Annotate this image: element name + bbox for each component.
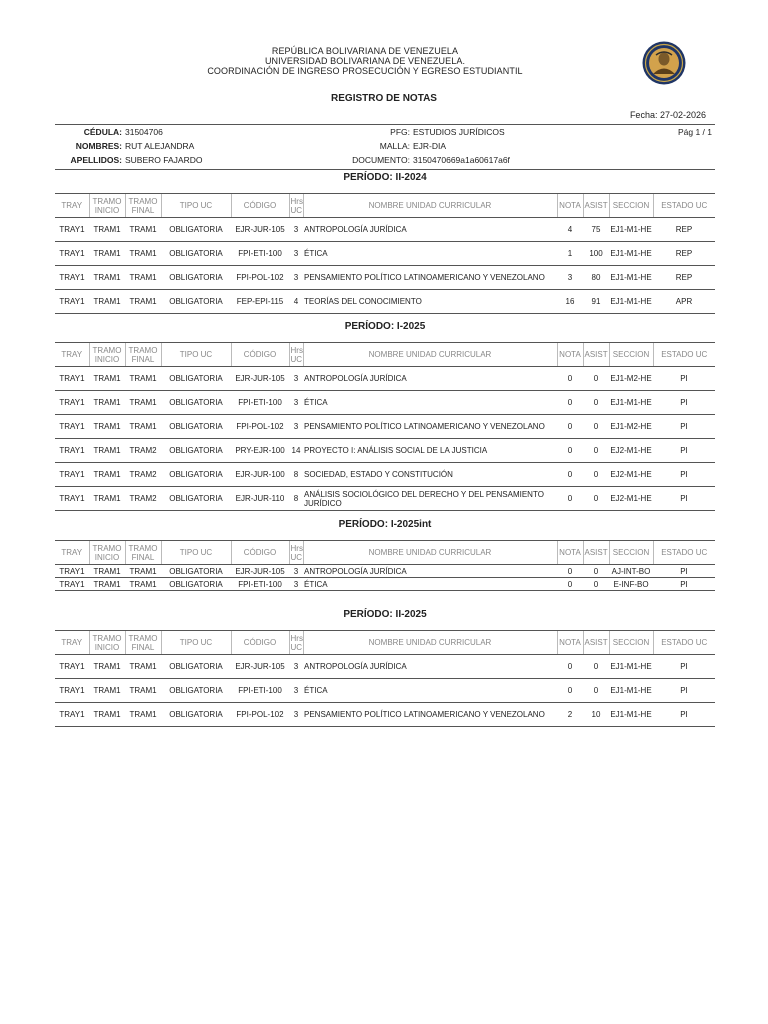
cell-estado-uc: PI <box>653 703 715 727</box>
cell-nota: 0 <box>557 655 583 679</box>
document-date: Fecha: 27-02-2026 <box>629 110 706 120</box>
column-header-hrs-uc: Hrs UC <box>289 343 303 367</box>
cell-tray: TRAY1 <box>55 578 89 591</box>
cell-estado-uc: PI <box>653 391 715 415</box>
cell-tray: TRAY1 <box>55 703 89 727</box>
page-number: Pág 1 / 1 <box>677 127 712 137</box>
cell-nota: 0 <box>557 415 583 439</box>
cell-nombre-uc: ÉTICA <box>303 578 557 591</box>
column-header-codigo: CÓDIGO <box>231 343 289 367</box>
cell-tipo-uc: OBLIGATORIA <box>161 578 231 591</box>
column-header-nota: NOTA <box>557 343 583 367</box>
cell-codigo: FPI-ETI-100 <box>231 242 289 266</box>
column-header-asist: ASIST <box>583 343 609 367</box>
cell-seccion: EJ1-M2-HE <box>609 367 653 391</box>
cell-asist: 91 <box>583 290 609 314</box>
cell-tray: TRAY1 <box>55 679 89 703</box>
cell-nota: 0 <box>557 391 583 415</box>
column-header-nota: NOTA <box>557 631 583 655</box>
cell-tramo-final: TRAM2 <box>125 463 161 487</box>
cell-tramo-final: TRAM1 <box>125 679 161 703</box>
cell-asist: 10 <box>583 703 609 727</box>
cell-asist: 0 <box>583 391 609 415</box>
cell-nota: 0 <box>557 578 583 591</box>
cell-tramo-inicio: TRAM1 <box>89 655 125 679</box>
cell-codigo: PRY-EJR-100 <box>231 439 289 463</box>
table-row <box>55 391 715 415</box>
cell-hrs-uc: 3 <box>289 679 303 703</box>
cell-asist: 0 <box>583 565 609 578</box>
cell-nota: 1 <box>557 242 583 266</box>
cell-codigo: EJR-JUR-105 <box>231 218 289 242</box>
column-header-hrs-uc: Hrs UC <box>289 541 303 565</box>
cell-codigo: FPI-ETI-100 <box>231 391 289 415</box>
cell-codigo: FEP-EPI-115 <box>231 290 289 314</box>
header-line-1: REPÚBLICA BOLIVARIANA DE VENEZUELA <box>271 46 459 56</box>
column-header-codigo: CÓDIGO <box>231 194 289 218</box>
cell-estado-uc: REP <box>653 242 715 266</box>
table-row <box>55 242 715 266</box>
column-header-tipo-uc: TIPO UC <box>161 194 231 218</box>
column-header-estado-uc: ESTADO UC <box>653 343 715 367</box>
column-header-estado-uc: ESTADO UC <box>653 194 715 218</box>
cell-nombre-uc: ÉTICA <box>303 679 557 703</box>
table-row <box>55 218 715 242</box>
column-header-tramo-inicio: TRAMO INICIO <box>89 631 125 655</box>
cell-hrs-uc: 3 <box>289 391 303 415</box>
cell-codigo: EJR-JUR-105 <box>231 367 289 391</box>
cell-seccion: EJ2-M1-HE <box>609 487 653 511</box>
malla-value: EJR-DIA <box>413 141 447 151</box>
cell-codigo: FPI-ETI-100 <box>231 578 289 591</box>
cell-asist: 100 <box>583 242 609 266</box>
cell-tray: TRAY1 <box>55 391 89 415</box>
table-header-row <box>55 343 715 367</box>
pfg-value: ESTUDIOS JURÍDICOS <box>413 127 505 137</box>
cedula-label: CÉDULA: <box>83 127 122 137</box>
cell-nombre-uc: ÉTICA <box>303 391 557 415</box>
cell-tipo-uc: OBLIGATORIA <box>161 242 231 266</box>
cell-seccion: EJ1-M1-HE <box>609 391 653 415</box>
header-line-2: UNIVERSIDAD BOLIVARIANA DE VENEZUELA. <box>264 56 466 66</box>
cell-tray: TRAY1 <box>55 565 89 578</box>
table-header-row <box>55 541 715 565</box>
cell-seccion: E-INF-BO <box>609 578 653 591</box>
cell-tramo-inicio: TRAM1 <box>89 679 125 703</box>
cell-tray: TRAY1 <box>55 367 89 391</box>
cell-estado-uc: PI <box>653 487 715 511</box>
cell-hrs-uc: 8 <box>289 487 303 511</box>
column-header-tramo-inicio: TRAMO INICIO <box>89 343 125 367</box>
cell-hrs-uc: 14 <box>289 439 303 463</box>
column-header-tramo-inicio: TRAMO INICIO <box>89 194 125 218</box>
cell-tramo-final: TRAM1 <box>125 703 161 727</box>
cell-codigo: FPI-POL-102 <box>231 415 289 439</box>
cedula-value: 31504706 <box>125 127 163 137</box>
cell-nombre-uc: ANTROPOLOGÍA JURÍDICA <box>303 218 557 242</box>
cell-tray: TRAY1 <box>55 463 89 487</box>
document-title: REGISTRO DE NOTAS <box>331 93 437 104</box>
cell-estado-uc: PI <box>653 655 715 679</box>
cell-tramo-inicio: TRAM1 <box>89 565 125 578</box>
cell-asist: 0 <box>583 415 609 439</box>
cell-estado-uc: PI <box>653 415 715 439</box>
cell-estado-uc: PI <box>653 439 715 463</box>
cell-tipo-uc: OBLIGATORIA <box>161 703 231 727</box>
cell-tipo-uc: OBLIGATORIA <box>161 487 231 511</box>
cell-tipo-uc: OBLIGATORIA <box>161 463 231 487</box>
cell-tray: TRAY1 <box>55 415 89 439</box>
cell-tipo-uc: OBLIGATORIA <box>161 679 231 703</box>
column-header-codigo: CÓDIGO <box>231 631 289 655</box>
cell-codigo: FPI-POL-102 <box>231 266 289 290</box>
cell-tramo-final: TRAM2 <box>125 487 161 511</box>
cell-codigo: FPI-ETI-100 <box>231 679 289 703</box>
cell-asist: 75 <box>583 218 609 242</box>
column-header-tramo-final: TRAMO FINAL <box>125 194 161 218</box>
column-header-asist: ASIST <box>583 194 609 218</box>
table-row <box>55 565 715 578</box>
cell-tramo-final: TRAM1 <box>125 565 161 578</box>
cell-tramo-inicio: TRAM1 <box>89 218 125 242</box>
cell-tramo-inicio: TRAM1 <box>89 487 125 511</box>
column-header-nota: NOTA <box>557 194 583 218</box>
column-header-hrs-uc: Hrs UC <box>289 194 303 218</box>
cell-tramo-inicio: TRAM1 <box>89 290 125 314</box>
header-line-3: COORDINACIÓN DE INGRESO PROSECUCIÓN Y EGRESO ESTUDIANTIL <box>207 66 523 76</box>
cell-tipo-uc: OBLIGATORIA <box>161 565 231 578</box>
column-header-tramo-final: TRAMO FINAL <box>125 631 161 655</box>
cell-tramo-final: TRAM1 <box>125 415 161 439</box>
cell-asist: 0 <box>583 578 609 591</box>
column-header-tipo-uc: TIPO UC <box>161 631 231 655</box>
cell-asist: 0 <box>583 439 609 463</box>
cell-tray: TRAY1 <box>55 242 89 266</box>
cell-nombre-uc: ANTROPOLOGÍA JURÍDICA <box>303 367 557 391</box>
column-header-nota: NOTA <box>557 541 583 565</box>
column-header-seccion: SECCION <box>609 343 653 367</box>
cell-codigo: EJR-JUR-105 <box>231 655 289 679</box>
cell-nota: 0 <box>557 367 583 391</box>
column-header-tipo-uc: TIPO UC <box>161 541 231 565</box>
cell-tramo-final: TRAM2 <box>125 439 161 463</box>
cell-seccion: EJ1-M1-HE <box>609 703 653 727</box>
column-header-nombre-uc: NOMBRE UNIDAD CURRICULAR <box>303 343 557 367</box>
table-row <box>55 578 715 591</box>
cell-tramo-inicio: TRAM1 <box>89 439 125 463</box>
table-row <box>55 463 715 487</box>
table-row <box>55 679 715 703</box>
cell-tramo-final: TRAM1 <box>125 578 161 591</box>
cell-seccion: EJ1-M1-HE <box>609 266 653 290</box>
column-header-tramo-inicio: TRAMO INICIO <box>89 541 125 565</box>
table-row <box>55 415 715 439</box>
cell-hrs-uc: 3 <box>289 242 303 266</box>
cell-tramo-final: TRAM1 <box>125 367 161 391</box>
cell-tramo-final: TRAM1 <box>125 242 161 266</box>
cell-tipo-uc: OBLIGATORIA <box>161 415 231 439</box>
cell-tramo-final: TRAM1 <box>125 218 161 242</box>
nombres-value: RUT ALEJANDRA <box>125 141 195 151</box>
cell-tray: TRAY1 <box>55 218 89 242</box>
cell-hrs-uc: 3 <box>289 565 303 578</box>
column-header-hrs-uc: Hrs UC <box>289 631 303 655</box>
grades-table <box>55 342 715 511</box>
cell-nota: 16 <box>557 290 583 314</box>
cell-tipo-uc: OBLIGATORIA <box>161 391 231 415</box>
cell-hrs-uc: 3 <box>289 266 303 290</box>
cell-estado-uc: PI <box>653 679 715 703</box>
grades-table <box>55 193 715 314</box>
cell-nombre-uc: ANÁLISIS SOCIOLÓGICO DEL DERECHO Y DEL PENSAMIENTO JURÍDICO <box>303 487 557 511</box>
column-header-seccion: SECCION <box>609 631 653 655</box>
table-row <box>55 487 715 511</box>
column-header-tray: TRAY <box>55 194 89 218</box>
cell-asist: 0 <box>583 655 609 679</box>
cell-estado-uc: PI <box>653 463 715 487</box>
cell-hrs-uc: 3 <box>289 415 303 439</box>
cell-nombre-uc: ÉTICA <box>303 242 557 266</box>
cell-hrs-uc: 3 <box>289 367 303 391</box>
column-header-asist: ASIST <box>583 631 609 655</box>
cell-seccion: EJ1-M1-HE <box>609 655 653 679</box>
cell-tramo-inicio: TRAM1 <box>89 463 125 487</box>
cell-seccion: EJ2-M1-HE <box>609 463 653 487</box>
cell-nombre-uc: PROYECTO I: ANÁLISIS SOCIAL DE LA JUSTICIA <box>303 439 557 463</box>
malla-label: MALLA: <box>379 141 410 151</box>
cell-seccion: EJ1-M1-HE <box>609 242 653 266</box>
cell-tramo-inicio: TRAM1 <box>89 242 125 266</box>
cell-tramo-inicio: TRAM1 <box>89 415 125 439</box>
cell-seccion: EJ2-M1-HE <box>609 439 653 463</box>
table-row <box>55 367 715 391</box>
apellidos-value: SUBERO FAJARDO <box>125 155 203 165</box>
cell-tramo-inicio: TRAM1 <box>89 266 125 290</box>
period-title: PERÍODO: I-2025 <box>344 321 426 332</box>
column-header-codigo: CÓDIGO <box>231 541 289 565</box>
column-header-tramo-final: TRAMO FINAL <box>125 343 161 367</box>
cell-tipo-uc: OBLIGATORIA <box>161 266 231 290</box>
cell-tray: TRAY1 <box>55 487 89 511</box>
table-header-row <box>55 194 715 218</box>
cell-tray: TRAY1 <box>55 439 89 463</box>
cell-tipo-uc: OBLIGATORIA <box>161 439 231 463</box>
column-header-asist: ASIST <box>583 541 609 565</box>
cell-hrs-uc: 8 <box>289 463 303 487</box>
cell-asist: 0 <box>583 679 609 703</box>
column-header-nombre-uc: NOMBRE UNIDAD CURRICULAR <box>303 631 557 655</box>
cell-tray: TRAY1 <box>55 290 89 314</box>
table-row <box>55 290 715 314</box>
cell-tipo-uc: OBLIGATORIA <box>161 218 231 242</box>
grades-table <box>55 630 715 727</box>
cell-seccion: AJ-INT-BO <box>609 565 653 578</box>
cell-tramo-final: TRAM1 <box>125 655 161 679</box>
column-header-tramo-final: TRAMO FINAL <box>125 541 161 565</box>
cell-hrs-uc: 3 <box>289 218 303 242</box>
cell-nombre-uc: PENSAMIENTO POLÍTICO LATINOAMERICANO Y VENEZOLANO <box>303 703 557 727</box>
cell-hrs-uc: 3 <box>289 703 303 727</box>
cell-seccion: EJ1-M1-HE <box>609 679 653 703</box>
cell-estado-uc: PI <box>653 565 715 578</box>
cell-codigo: EJR-JUR-110 <box>231 487 289 511</box>
table-row <box>55 439 715 463</box>
cell-nota: 2 <box>557 703 583 727</box>
cell-codigo: EJR-JUR-105 <box>231 565 289 578</box>
cell-estado-uc: REP <box>653 266 715 290</box>
cell-codigo: EJR-JUR-100 <box>231 463 289 487</box>
cell-tramo-inicio: TRAM1 <box>89 391 125 415</box>
cell-nombre-uc: ANTROPOLOGÍA JURÍDICA <box>303 565 557 578</box>
cell-tipo-uc: OBLIGATORIA <box>161 367 231 391</box>
cell-nota: 4 <box>557 218 583 242</box>
cell-hrs-uc: 4 <box>289 290 303 314</box>
cell-hrs-uc: 3 <box>289 578 303 591</box>
cell-estado-uc: PI <box>653 367 715 391</box>
cell-tramo-final: TRAM1 <box>125 266 161 290</box>
column-header-tipo-uc: TIPO UC <box>161 343 231 367</box>
cell-tramo-inicio: TRAM1 <box>89 703 125 727</box>
cell-tipo-uc: OBLIGATORIA <box>161 290 231 314</box>
apellidos-label: APELLIDOS: <box>70 155 122 165</box>
cell-tramo-final: TRAM1 <box>125 290 161 314</box>
cell-asist: 0 <box>583 487 609 511</box>
column-header-seccion: SECCION <box>609 194 653 218</box>
table-row <box>55 703 715 727</box>
table-row <box>55 266 715 290</box>
column-header-estado-uc: ESTADO UC <box>653 631 715 655</box>
column-header-seccion: SECCION <box>609 541 653 565</box>
pfg-label: PFG: <box>390 127 410 137</box>
period-title: PERÍODO: II-2025 <box>343 609 427 620</box>
cell-nombre-uc: SOCIEDAD, ESTADO Y CONSTITUCIÓN <box>303 463 557 487</box>
cell-tray: TRAY1 <box>55 266 89 290</box>
column-header-nombre-uc: NOMBRE UNIDAD CURRICULAR <box>303 541 557 565</box>
documento-value: 3150470669a1a60617a6f <box>413 155 510 165</box>
cell-nota: 0 <box>557 463 583 487</box>
cell-nombre-uc: PENSAMIENTO POLÍTICO LATINOAMERICANO Y VENEZOLANO <box>303 266 557 290</box>
cell-seccion: EJ1-M1-HE <box>609 290 653 314</box>
cell-nota: 0 <box>557 439 583 463</box>
cell-nota: 0 <box>557 679 583 703</box>
cell-asist: 0 <box>583 463 609 487</box>
column-header-tray: TRAY <box>55 631 89 655</box>
cell-nota: 3 <box>557 266 583 290</box>
institution-header <box>140 46 590 76</box>
cell-seccion: EJ1-M2-HE <box>609 415 653 439</box>
cell-nombre-uc: TEORÍAS DEL CONOCIMIENTO <box>303 290 557 314</box>
cell-asist: 80 <box>583 266 609 290</box>
cell-nota: 0 <box>557 487 583 511</box>
cell-asist: 0 <box>583 367 609 391</box>
cell-tramo-final: TRAM1 <box>125 391 161 415</box>
grades-table <box>55 540 715 591</box>
cell-tramo-inicio: TRAM1 <box>89 367 125 391</box>
university-seal-icon <box>642 41 686 85</box>
cell-tipo-uc: OBLIGATORIA <box>161 655 231 679</box>
cell-estado-uc: PI <box>653 578 715 591</box>
cell-nombre-uc: ANTROPOLOGÍA JURÍDICA <box>303 655 557 679</box>
cell-tray: TRAY1 <box>55 655 89 679</box>
column-header-nombre-uc: NOMBRE UNIDAD CURRICULAR <box>303 194 557 218</box>
cell-nombre-uc: PENSAMIENTO POLÍTICO LATINOAMERICANO Y VENEZOLANO <box>303 415 557 439</box>
table-header-row <box>55 631 715 655</box>
column-header-tray: TRAY <box>55 343 89 367</box>
cell-estado-uc: APR <box>653 290 715 314</box>
period-title: PERÍODO: II-2024 <box>343 172 427 183</box>
cell-seccion: EJ1-M1-HE <box>609 218 653 242</box>
cell-estado-uc: REP <box>653 218 715 242</box>
column-header-tray: TRAY <box>55 541 89 565</box>
student-info <box>55 124 715 170</box>
documento-label: DOCUMENTO: <box>352 155 410 165</box>
period-title: PERÍODO: I-2025int <box>338 519 432 530</box>
cell-nota: 0 <box>557 565 583 578</box>
nombres-label: NOMBRES: <box>75 141 122 151</box>
table-row <box>55 655 715 679</box>
cell-codigo: FPI-POL-102 <box>231 703 289 727</box>
column-header-estado-uc: ESTADO UC <box>653 541 715 565</box>
cell-hrs-uc: 3 <box>289 655 303 679</box>
cell-tramo-inicio: TRAM1 <box>89 578 125 591</box>
